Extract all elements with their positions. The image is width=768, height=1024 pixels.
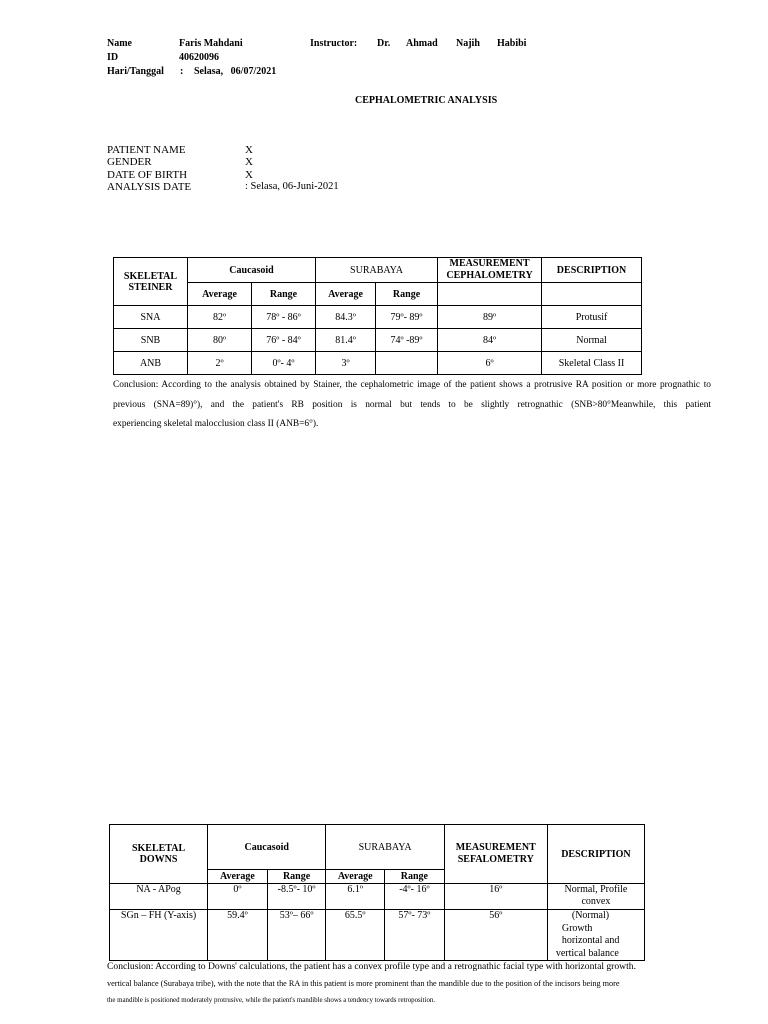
steiner-conclusion (113, 376, 711, 435)
cell-value: 81.4º (316, 329, 376, 352)
cell-value: 79º- 89º (376, 306, 438, 329)
cell-value: 89º (438, 306, 542, 329)
cell-value: 80º (188, 329, 252, 352)
cell-value: Protusif (542, 306, 642, 329)
table-row (114, 306, 642, 329)
table-row (114, 352, 642, 375)
downs-caucasoid-header: Caucasoid (208, 825, 326, 870)
downs-corner-header: SKELETAL DOWNS (110, 825, 208, 884)
cell-value: 59.4º (208, 910, 268, 961)
downs-sub-average: Average (208, 870, 268, 884)
cell-value (376, 352, 438, 375)
row-name: SGn – FH (Y-axis) (110, 910, 208, 961)
instructor-label: Instructor: (310, 38, 358, 49)
dob-value: X (245, 169, 253, 181)
steiner-description-header: DESCRIPTION (542, 258, 642, 283)
cell-description: (Normal) Growth horizontal and vertical balance (547, 910, 644, 961)
cell-value: 84.3º (316, 306, 376, 329)
downs-surabaya-header: SURABAYA (326, 825, 444, 870)
table-row (110, 910, 645, 961)
table-row (114, 329, 642, 352)
gender-value: X (245, 156, 253, 168)
cell-value: 6º (438, 352, 542, 375)
cell-value: 82º (188, 306, 252, 329)
cell-value: 0º- 4º (252, 352, 316, 375)
id-label: ID (107, 52, 119, 63)
cell-value: 65.5º (326, 910, 385, 961)
downs-conclusion-line-3: the mandible is positioned moderately protrusive, while the patient's mandible shows a tendency towards retroposition. (107, 997, 436, 1004)
steiner-sub-average: Average (188, 283, 252, 306)
cell-value: 76º - 84º (252, 329, 316, 352)
cell-value: Normal (542, 329, 642, 352)
downs-measurement-header: MEASUREMENT SEFALOMETRY (444, 825, 547, 884)
table-row (110, 884, 645, 910)
name-value: Faris Mahdani (179, 38, 243, 49)
patient-name-label: PATIENT NAME (107, 144, 186, 156)
cell-value: -4º- 16º (385, 884, 445, 910)
analysis-date-label: ANALYSIS DATE (107, 181, 192, 193)
downs-conclusion-line-1: Conclusion: According to Downs' calculations, the patient has a convex profile type and a retrognathic facial type with horizontal growth. (107, 961, 636, 972)
instructor-title: Dr. (377, 38, 391, 49)
dob-label: DATE OF BIRTH (107, 169, 188, 181)
cell-value: 3º (316, 352, 376, 375)
steiner-surabaya-header: SURABAYA (316, 258, 438, 283)
steiner-corner-header: SKELETAL STEINER (114, 258, 188, 306)
instructor-last-name: Habibi (497, 38, 527, 49)
cell-value: 57º- 73º (385, 910, 445, 961)
patient-name-value: X (245, 144, 253, 156)
name-label: Name (107, 38, 132, 49)
cell-value: 6.1º (326, 884, 385, 910)
row-name: SNA (114, 306, 188, 329)
cell-value: 56º (444, 910, 547, 961)
gender-label: GENDER (107, 156, 152, 168)
downs-sub-average: Average (326, 870, 385, 884)
steiner-caucasoid-header: Caucasoid (188, 258, 316, 283)
instructor-first-name: Ahmad (406, 38, 438, 49)
date-value: Selasa, 06/07/2021 (194, 66, 277, 77)
cell-value: 2º (188, 352, 252, 375)
steiner-sub-average: Average (316, 283, 376, 306)
cell-value: Skeletal Class II (542, 352, 642, 375)
row-name: SNB (114, 329, 188, 352)
steiner-measurement-header: MEASUREMENT CEPHALOMETRY (438, 258, 542, 283)
conclusion-line: Conclusion: According to the analysis obtained by Stainer, the cephalometric image of the patient shows a protrusive RA position or more prognathic to (113, 380, 711, 390)
cell-value: 84º (438, 329, 542, 352)
page-title: CEPHALOMETRIC ANALYSIS (355, 95, 498, 106)
conclusion-line: experiencing skeletal malocclusion class II (ANB=6°). (113, 419, 319, 429)
downs-sub-range: Range (385, 870, 445, 884)
steiner-empty-cell (542, 283, 642, 306)
analysis-date-value: : Selasa, 06-Juni-2021 (245, 181, 339, 192)
steiner-sub-range: Range (376, 283, 438, 306)
date-label: Hari/Tanggal (107, 66, 164, 77)
cell-description: Normal, Profile convex (547, 884, 644, 910)
steiner-empty-cell (438, 283, 542, 306)
steiner-table (113, 257, 642, 375)
cell-value: 53º– 66º (267, 910, 326, 961)
cell-value: 74º -89º (376, 329, 438, 352)
cell-value: 0º (208, 884, 268, 910)
downs-sub-range: Range (267, 870, 326, 884)
downs-description-header: DESCRIPTION (547, 825, 644, 884)
row-name: NA - APog (110, 884, 208, 910)
cell-value: 16º (444, 884, 547, 910)
row-name: ANB (114, 352, 188, 375)
steiner-sub-range: Range (252, 283, 316, 306)
cell-value: -8.5º- 10º (267, 884, 326, 910)
downs-conclusion-line-2: vertical balance (Surabaya tribe), with the note that the RA in this patient is more prominent than the mandible due to the position of the incisors being more (107, 979, 620, 988)
id-value: 40620096 (179, 52, 219, 63)
conclusion-line: previous (SNA=89)°), and the patient's RB position is normal but tends to be slightly retrognathic (SNB>80°Meanwhile, this patient (113, 399, 711, 410)
downs-table (109, 824, 645, 961)
instructor-middle-name: Najih (456, 38, 480, 49)
cell-value: 78º - 86º (252, 306, 316, 329)
date-separator: : (180, 66, 184, 77)
